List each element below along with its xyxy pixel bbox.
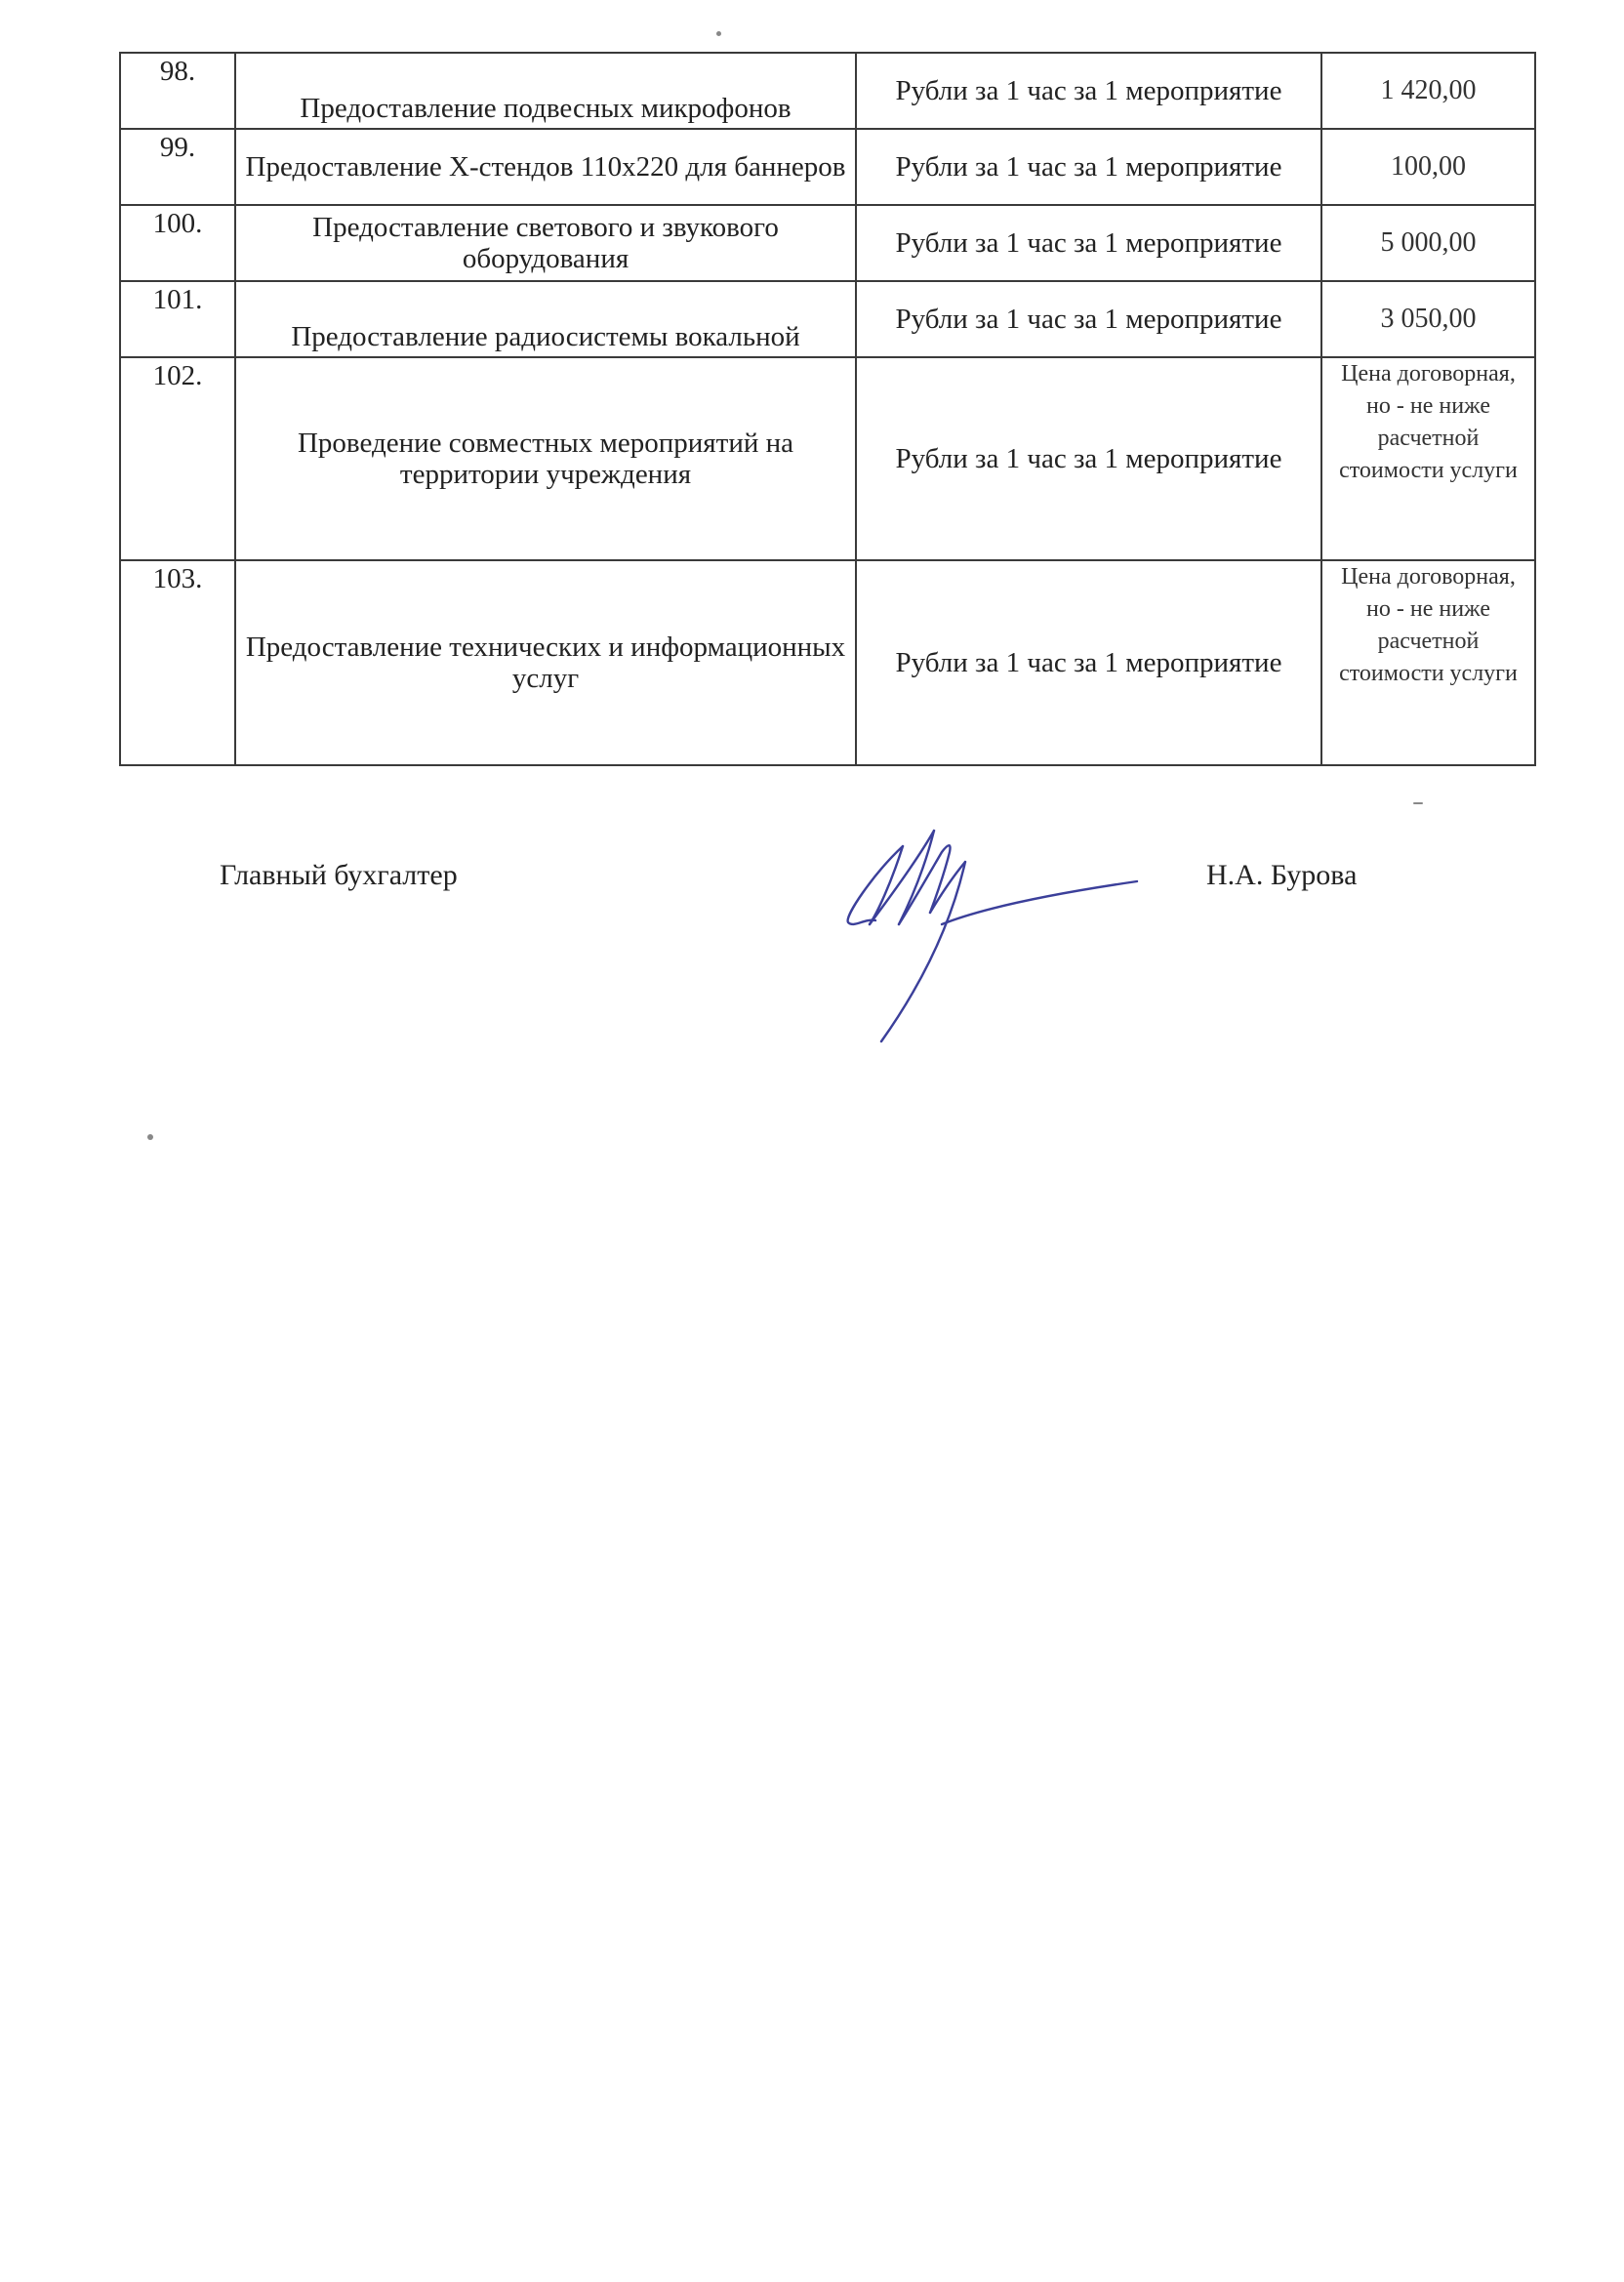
row-number: 101. — [120, 281, 235, 357]
service-name: Предоставление Х-стендов 110х220 для баннеров — [235, 129, 856, 205]
service-name: Предоставление светового и звукового оборудования — [235, 205, 856, 281]
price-value: Цена договорная, но - не ниже расчетной стоимости услуги — [1321, 357, 1535, 560]
table-row — [120, 129, 1535, 205]
row-number: 99. — [120, 129, 235, 205]
price-value: 5 000,00 — [1321, 205, 1535, 281]
signer-position: Главный бухгалтер — [220, 859, 458, 891]
row-number: 103. — [120, 560, 235, 765]
price-value: Цена договорная, но - не ниже расчетной стоимости услуги — [1321, 560, 1535, 765]
service-name: Предоставление радиосистемы вокальной — [235, 281, 856, 357]
unit-of-measure: Рубли за 1 час за 1 мероприятие — [856, 205, 1321, 281]
table-row — [120, 53, 1535, 129]
row-number: 100. — [120, 205, 235, 281]
service-name: Предоставление технических и информационных услуг — [235, 560, 856, 765]
price-value: 3 050,00 — [1321, 281, 1535, 357]
row-number: 98. — [120, 53, 235, 129]
table-row — [120, 357, 1535, 560]
unit-of-measure: Рубли за 1 час за 1 мероприятие — [856, 129, 1321, 205]
table-row — [120, 560, 1535, 765]
row-number: 102. — [120, 357, 235, 560]
unit-of-measure: Рубли за 1 час за 1 мероприятие — [856, 357, 1321, 560]
scan-speck — [1413, 802, 1423, 804]
price-value: 1 420,00 — [1321, 53, 1535, 129]
scan-speck — [716, 31, 721, 36]
service-name: Предоставление подвесных микрофонов — [235, 53, 856, 129]
unit-of-measure: Рубли за 1 час за 1 мероприятие — [856, 560, 1321, 765]
table-row — [120, 205, 1535, 281]
unit-of-measure: Рубли за 1 час за 1 мероприятие — [856, 53, 1321, 129]
unit-of-measure: Рубли за 1 час за 1 мероприятие — [856, 281, 1321, 357]
signer-name: Н.А. Бурова — [1206, 859, 1358, 891]
scan-speck — [147, 1134, 153, 1140]
table-row — [120, 281, 1535, 357]
price-value: 100,00 — [1321, 129, 1535, 205]
handwritten-signature-icon — [834, 815, 1157, 1044]
service-name: Проведение совместных мероприятий на территории учреждения — [235, 357, 856, 560]
price-table — [119, 52, 1536, 766]
